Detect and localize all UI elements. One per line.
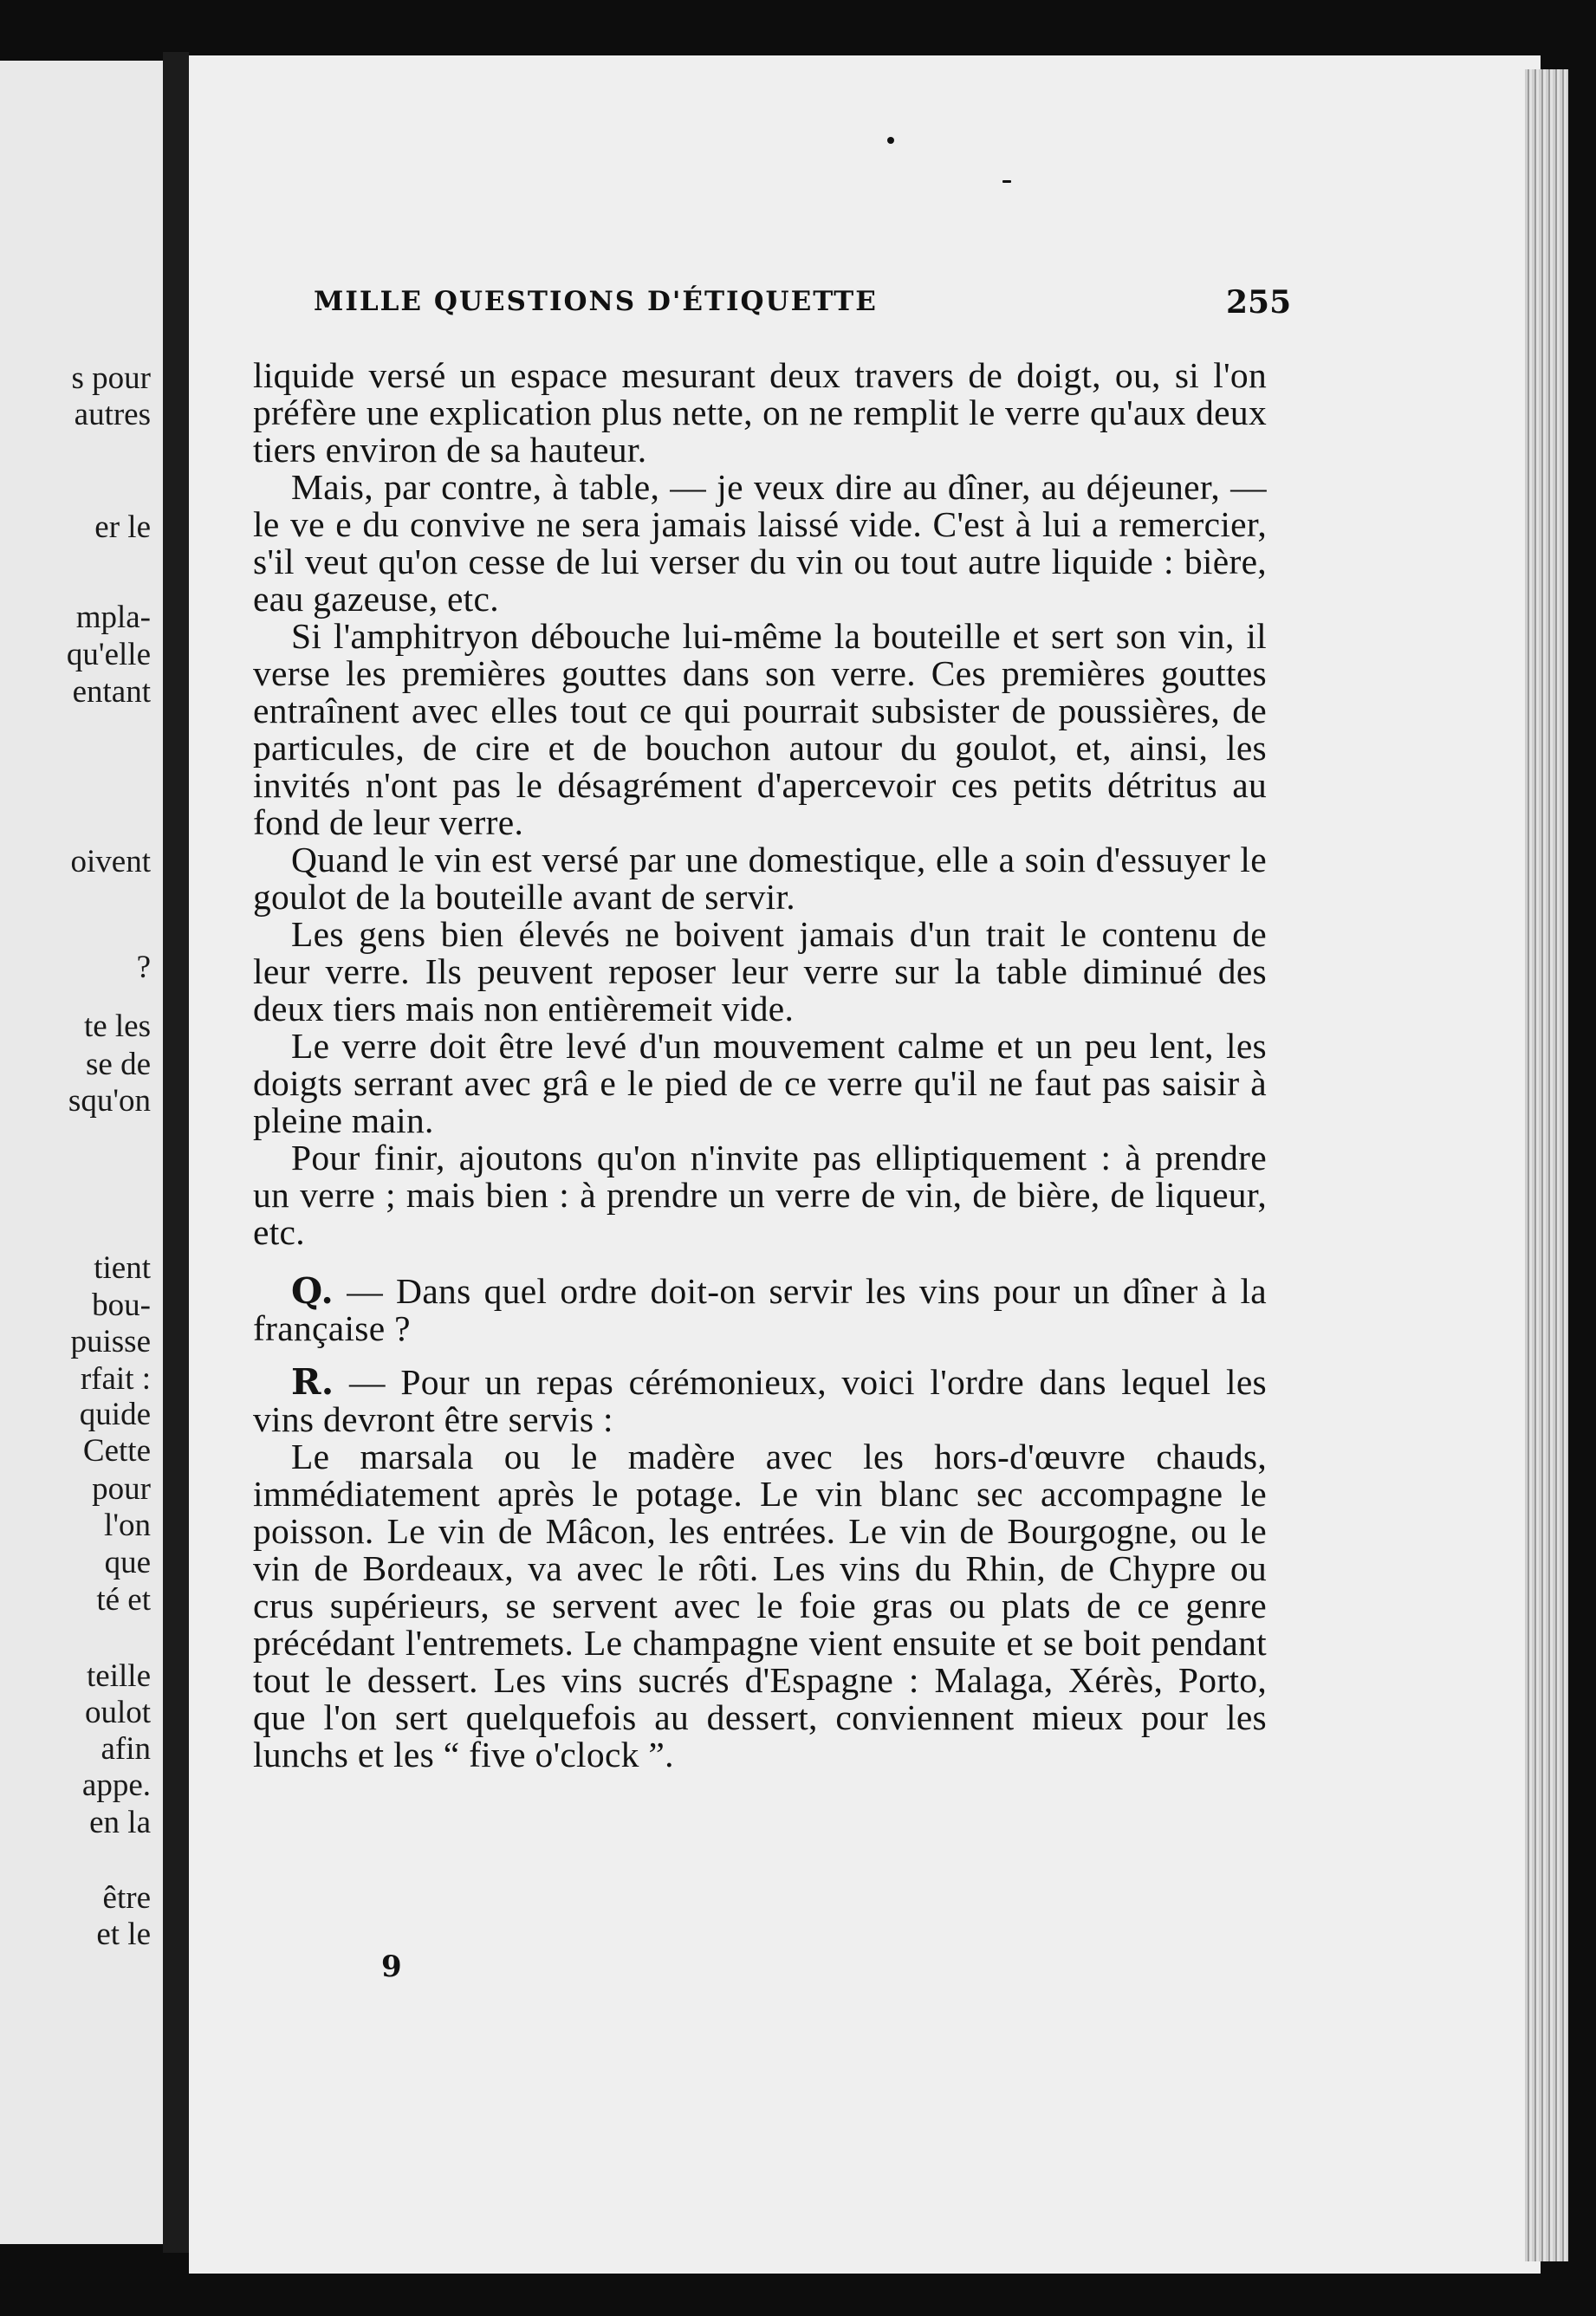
left-page-line: puisse — [70, 1324, 151, 1359]
body-paragraph: Pour finir, ajoutons qu'on n'invite pas elliptiquement : à prendre un verre ; mais bien : à prendre un verre de vin, de bière, de liqueur, etc. — [253, 1138, 1267, 1252]
left-page-line: et le — [96, 1917, 151, 1952]
left-page-fragment — [0, 61, 168, 2244]
page-number: 255 — [1226, 284, 1292, 321]
signature-mark: 9 — [381, 1949, 402, 1984]
left-page-line: entant — [72, 674, 151, 710]
page-edge — [1525, 69, 1568, 2261]
left-page-line: qu'elle — [66, 637, 151, 672]
question-marker: Q. — [291, 1269, 334, 1312]
body-paragraph: liquide versé un espace mesurant deux travers de doigt, ou, si l'on préfère une explication plus nette, on ne remplit le verre qu'aux deux tiers environ de sa hauteur. — [253, 355, 1267, 470]
page-body — [253, 357, 1267, 1774]
left-page-line: appe. — [81, 1768, 151, 1803]
left-page-line: être — [102, 1880, 151, 1916]
left-page-line: Cette — [82, 1433, 151, 1469]
left-page-line: bou- — [92, 1288, 151, 1323]
left-page-line: mpla- — [75, 600, 151, 635]
body-paragraph: Les gens bien élevés ne boivent jamais d'un trait le contenu de leur verre. Ils peuvent reposer leur verre sur la table diminué des deux tiers mais non entièremeit vide. — [253, 914, 1267, 1028]
answer-marker: R. — [291, 1360, 334, 1403]
print-speck — [887, 137, 894, 144]
print-speck — [1002, 180, 1011, 183]
left-page-line: er le — [94, 509, 151, 545]
left-page-line: quide — [79, 1397, 151, 1432]
left-page-line: que — [104, 1545, 151, 1580]
paragraph-list — [253, 357, 1267, 1251]
left-page-line: oivent — [70, 844, 151, 879]
answer-text: — Pour un repas cérémonieux, voici l'ordre dans lequel les vins devront être servis : — [253, 1362, 1267, 1439]
left-page-line: pour — [92, 1471, 151, 1507]
left-page-line: s pour — [71, 360, 151, 396]
left-page-line: oulot — [84, 1695, 151, 1730]
left-page-line: tient — [94, 1250, 151, 1286]
body-paragraph: Mais, par contre, à table, — je veux dire au dîner, au déjeuner, — le ve e du convive ne sera jamais laissé vide. C'est à lui a remercier, s'il veut qu'on cesse de lui verser du vin ou tout autre liquide : bière, eau gazeuse, etc. — [253, 467, 1267, 619]
question-paragraph — [253, 1269, 1267, 1348]
body-paragraph: Quand le vin est versé par une domestique, elle a soin d'essuyer le goulot de la bouteille avant de servir. — [253, 840, 1267, 917]
left-page-line: se de — [86, 1047, 151, 1082]
book-gutter — [163, 52, 189, 2253]
left-page-line: ? — [136, 950, 151, 985]
left-page-line: l'on — [104, 1508, 151, 1543]
left-page-line: te les — [83, 1009, 151, 1044]
left-page-line: autres — [74, 397, 151, 432]
left-page-line: squ'on — [68, 1083, 151, 1119]
left-page-line: afin — [101, 1731, 151, 1767]
answer-paragraph — [253, 1360, 1267, 1439]
question-text: — Dans quel ordre doit-on servir les vins pour un dîner à la française ? — [253, 1271, 1267, 1348]
wine-order-paragraph: Le marsala ou le madère avec les hors-d'œuvre chauds, immédiatement après le potage. Le vin blanc sec accompagne le poisson. Le vin de Mâcon, les entrées. Le vin de Bourgogne, ou le vin de Bordeaux, va avec le rôti. Les vins du Rhin, de Chypre ou crus supérieurs, se servent avec le foie gras ou plats de ce genre précédant l'entremets. Le champagne vient ensuite et se boit pendant tout le dessert. Les vins sucrés d'Espagne : Malaga, Xérès, Porto, que l'on sert quelquefois au dessert, conviennent mieux pour les lunchs et les “ five o'clock ”. — [253, 1437, 1267, 1774]
body-paragraph: Si l'amphitryon débouche lui-même la bouteille et sert son vin, il verse les premières gouttes dans son verre. Ces premières gouttes entraînent avec elles tout ce qui pourrait subsister de poussières, de particules, de cire et de bouchon autour du goulot, et, ainsi, les invités n'ont pas le désagrément d'apercevoir ces petits détritus au fond de leur verre. — [253, 616, 1267, 842]
left-page-line: teille — [87, 1658, 151, 1694]
left-page-line: rfait : — [80, 1361, 151, 1397]
running-title: MILLE QUESTIONS D'ÉTIQUETTE — [314, 286, 878, 317]
body-paragraph: Le verre doit être levé d'un mouvement calme et un peu lent, les doigts serrant avec grâ e le pied de ce verre qu'il ne faut pas saisir à pleine main. — [253, 1026, 1267, 1140]
left-page-line: té et — [96, 1582, 151, 1618]
left-page-line: en la — [89, 1805, 151, 1840]
